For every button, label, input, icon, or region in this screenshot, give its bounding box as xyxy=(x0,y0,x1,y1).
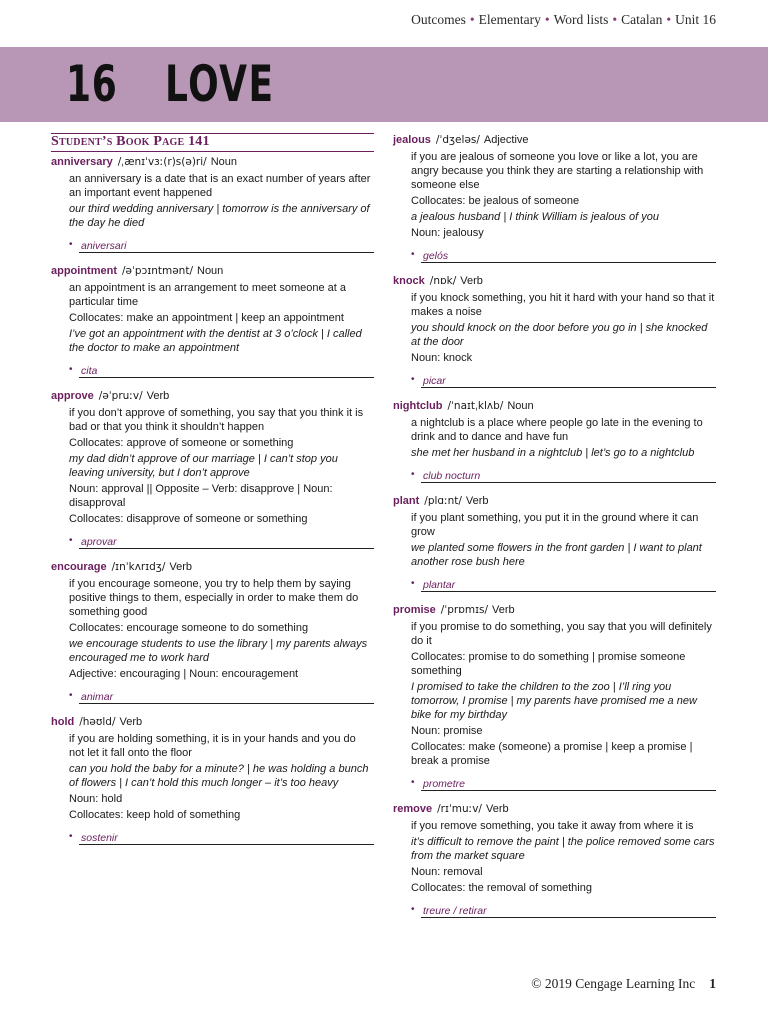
example-sentence: it’s difficult to remove the paint | the police removed some cars from the market square xyxy=(411,836,715,862)
entry-headline xyxy=(393,274,716,289)
breadcrumb-unit: Unit 16 xyxy=(675,12,716,27)
underline-rule xyxy=(421,387,716,388)
part-of-speech: Verb xyxy=(465,495,489,507)
dictionary-entry xyxy=(51,155,374,253)
definition-line: Collocates: approve of someone or something xyxy=(69,437,294,449)
example-sentence: she met her husband in a nightclub | let’s go to a nightclub xyxy=(411,447,695,459)
part-of-speech: Verb xyxy=(169,561,193,573)
dictionary-entry xyxy=(51,389,374,549)
bullet-icon: • xyxy=(69,690,73,701)
definition-line: Collocates: keep hold of something xyxy=(69,809,241,821)
bullet-icon: • xyxy=(411,578,415,589)
dictionary-entry xyxy=(393,802,716,918)
example-sentence: you should knock on the door before you go in | she knocked at the door xyxy=(411,322,708,348)
translation-line xyxy=(51,535,374,549)
pronunciation: /ˈdʒeləs/ xyxy=(435,134,480,146)
entry-headline xyxy=(51,560,374,575)
definition-line: if you encourage someone, you try to help them by saying positive things to them, especially in order to make them do something good xyxy=(69,578,359,618)
page-number: 1 xyxy=(709,976,716,991)
translation-line xyxy=(51,239,374,253)
dictionary-entry xyxy=(393,133,716,263)
pronunciation: /ˈnaɪtˌklʌb/ xyxy=(447,400,504,412)
catalan-translation: aprovar xyxy=(81,536,117,548)
underline-rule xyxy=(79,548,374,549)
part-of-speech: Verb xyxy=(119,716,143,728)
definition-line: Collocates: make (someone) a promise | keep a promise | break a promise xyxy=(411,741,693,767)
unit-title: LOVE xyxy=(165,55,275,113)
part-of-speech: Noun xyxy=(507,400,534,412)
right-column xyxy=(393,133,716,929)
translation-line xyxy=(393,469,716,483)
example-sentence: our third wedding anniversary | tomorrow is the anniversary of the day he died xyxy=(69,203,370,229)
entry-headline xyxy=(393,603,716,618)
breadcrumb-separator: • xyxy=(612,12,618,27)
breadcrumb-separator: • xyxy=(469,12,475,27)
definition-line: Collocates: promise to do something | promise someone something xyxy=(411,651,686,677)
definition-line: Noun: removal xyxy=(411,866,483,878)
example-sentence: we planted some flowers in the front garden | I want to plant another rose bush here xyxy=(411,542,702,568)
underline-rule xyxy=(421,917,716,918)
catalan-translation: picar xyxy=(423,375,446,387)
underline-rule xyxy=(421,591,716,592)
entry-headline xyxy=(51,155,374,170)
headword: plant xyxy=(393,495,420,507)
headword: approve xyxy=(51,390,94,402)
definition-line: Collocates: be jealous of someone xyxy=(411,195,580,207)
breadcrumb-level: Elementary xyxy=(478,12,541,27)
underline-rule xyxy=(421,790,716,791)
definition-line: if you are jealous of someone you love or like a lot, you are angry because you think they are starting a relationship with someone else xyxy=(411,151,704,191)
breadcrumb-separator: • xyxy=(544,12,550,27)
definition-line: Noun: approval || Opposite – Verb: disapprove | Noun: disapproval xyxy=(69,483,333,509)
definition-line: if you don’t approve of something, you say that you think it is bad or that you think it shouldn’t happen xyxy=(69,407,364,433)
translation-line xyxy=(51,364,374,378)
entry-headline xyxy=(51,264,374,279)
underline-rule xyxy=(79,703,374,704)
pronunciation: /rɪˈmuːv/ xyxy=(437,803,482,815)
example-sentence: I’ve got an appointment with the dentist at 3 o’clock | I called the doctor to make an appointment xyxy=(69,328,362,354)
breadcrumb-series: Outcomes xyxy=(411,12,466,27)
catalan-translation: treure / retirar xyxy=(423,905,487,917)
headword: encourage xyxy=(51,561,107,573)
definition-line: Noun: hold xyxy=(69,793,123,805)
pronunciation: /əˈpɔɪntmənt/ xyxy=(122,265,193,277)
entry-headline xyxy=(393,494,716,509)
bullet-icon: • xyxy=(411,469,415,480)
pronunciation: /ˌænɪˈvɜː(r)s(ə)ri/ xyxy=(117,156,207,168)
catalan-translation: club nocturn xyxy=(423,470,481,482)
headword: jealous xyxy=(393,134,431,146)
definition-line: Noun: jealousy xyxy=(411,227,484,239)
pronunciation: /plɑːnt/ xyxy=(424,495,462,507)
unit-banner xyxy=(0,47,768,122)
catalan-translation: gelós xyxy=(423,250,449,262)
bullet-icon: • xyxy=(69,239,73,250)
page-footer xyxy=(531,976,716,992)
definition-line: an appointment is an arrangement to meet someone at a particular time xyxy=(69,282,347,308)
breadcrumb-language: Catalan xyxy=(621,12,663,27)
catalan-translation: animar xyxy=(81,691,114,703)
bullet-icon: • xyxy=(69,535,73,546)
dictionary-entry xyxy=(393,399,716,483)
left-column xyxy=(51,133,374,856)
example-sentence: my dad didn’t approve of our marriage | I can’t stop you leaving university, but I don’t approve xyxy=(69,453,338,479)
headword: appointment xyxy=(51,265,117,277)
definition-line: if you promise to do something, you say that you will definitely do it xyxy=(411,621,712,647)
pronunciation: /əˈpruːv/ xyxy=(98,390,143,402)
section-heading: Student’s Book Page 141 xyxy=(51,133,374,152)
example-sentence: I promised to take the children to the zoo | I’ll ring you tomorrow, I promise | my parents have promised me a new bike for my birthday xyxy=(411,681,697,721)
bullet-icon: • xyxy=(411,904,415,915)
headword: knock xyxy=(393,275,425,287)
underline-rule xyxy=(421,482,716,483)
breadcrumb-section: Word lists xyxy=(553,12,609,27)
translation-line xyxy=(393,578,716,592)
breadcrumb xyxy=(411,12,716,28)
translation-line xyxy=(393,374,716,388)
translation-line xyxy=(51,831,374,845)
part-of-speech: Verb xyxy=(146,390,170,402)
underline-rule xyxy=(421,262,716,263)
pronunciation: /nɒk/ xyxy=(429,275,457,287)
definition-line: Collocates: encourage someone to do something xyxy=(69,622,309,634)
part-of-speech: Noun xyxy=(210,156,237,168)
headword: anniversary xyxy=(51,156,113,168)
translation-line xyxy=(51,690,374,704)
definition-line: if you are holding something, it is in your hands and you do not let it fall onto the floor xyxy=(69,733,356,759)
entry-headline xyxy=(393,133,716,148)
pronunciation: /ɪnˈkʌrɪdʒ/ xyxy=(111,561,166,573)
headword: nightclub xyxy=(393,400,443,412)
pronunciation: /ˈprɒmɪs/ xyxy=(440,604,489,616)
headword: hold xyxy=(51,716,75,728)
dictionary-entry xyxy=(393,603,716,791)
dictionary-entry xyxy=(393,494,716,592)
headword: remove xyxy=(393,803,433,815)
bullet-icon: • xyxy=(411,374,415,385)
part-of-speech: Noun xyxy=(197,265,224,277)
definition-line: Collocates: the removal of something xyxy=(411,882,592,894)
underline-rule xyxy=(79,252,374,253)
definition-line: if you plant something, you put it in the ground where it can grow xyxy=(411,512,699,538)
bullet-icon: • xyxy=(69,364,73,375)
entry-headline xyxy=(51,715,374,730)
example-sentence: can you hold the baby for a minute? | he was holding a bunch of flowers | I can’t hold this much longer – it’s too heavy xyxy=(69,763,369,789)
catalan-translation: sostenir xyxy=(81,832,118,844)
definition-line: an anniversary is a date that is an exact number of years after an important event happened xyxy=(69,173,371,199)
pronunciation: /həʊld/ xyxy=(79,716,116,728)
definition-line: if you knock something, you hit it hard with your hand so that it makes a noise xyxy=(411,292,715,318)
translation-line xyxy=(393,904,716,918)
bullet-icon: • xyxy=(411,777,415,788)
part-of-speech: Verb xyxy=(460,275,483,287)
part-of-speech: Verb xyxy=(492,604,515,616)
entry-headline xyxy=(393,399,716,414)
underline-rule xyxy=(79,844,374,845)
definition-line: Collocates: disapprove of someone or something xyxy=(69,513,308,525)
breadcrumb-separator: • xyxy=(666,12,672,27)
translation-line xyxy=(393,777,716,791)
definition-line: if you remove something, you take it away from where it is xyxy=(411,820,694,832)
example-sentence: a jealous husband | I think William is jealous of you xyxy=(411,211,659,223)
catalan-translation: prometre xyxy=(423,778,466,790)
entry-headline xyxy=(393,802,716,817)
translation-line xyxy=(393,249,716,263)
definition-line: Noun: knock xyxy=(411,352,473,364)
dictionary-entry xyxy=(51,560,374,704)
definition-line: a nightclub is a place where people go late in the evening to drink and to dance and have fun xyxy=(411,417,703,443)
catalan-translation: cita xyxy=(81,365,98,377)
catalan-translation: aniversari xyxy=(81,240,127,252)
dictionary-entry xyxy=(51,264,374,378)
part-of-speech: Verb xyxy=(485,803,509,815)
dictionary-entry xyxy=(393,274,716,388)
entry-headline xyxy=(51,389,374,404)
bullet-icon: • xyxy=(69,831,73,842)
definition-line: Adjective: encouraging | Noun: encouragement xyxy=(69,668,299,680)
definition-line: Noun: promise xyxy=(411,725,483,737)
dictionary-entry xyxy=(51,715,374,845)
headword: promise xyxy=(393,604,436,616)
definition-line: Collocates: make an appointment | keep an appointment xyxy=(69,312,344,324)
part-of-speech: Adjective xyxy=(483,134,529,146)
catalan-translation: plantar xyxy=(423,579,456,591)
bullet-icon: • xyxy=(411,249,415,260)
entry-list-right xyxy=(393,133,716,918)
entry-list-left xyxy=(51,155,374,845)
copyright: © 2019 Cengage Learning Inc xyxy=(531,976,696,991)
example-sentence: we encourage students to use the library | my parents always encouraged me to work hard xyxy=(69,638,368,664)
underline-rule xyxy=(79,377,374,378)
unit-number: 16 xyxy=(66,55,118,113)
